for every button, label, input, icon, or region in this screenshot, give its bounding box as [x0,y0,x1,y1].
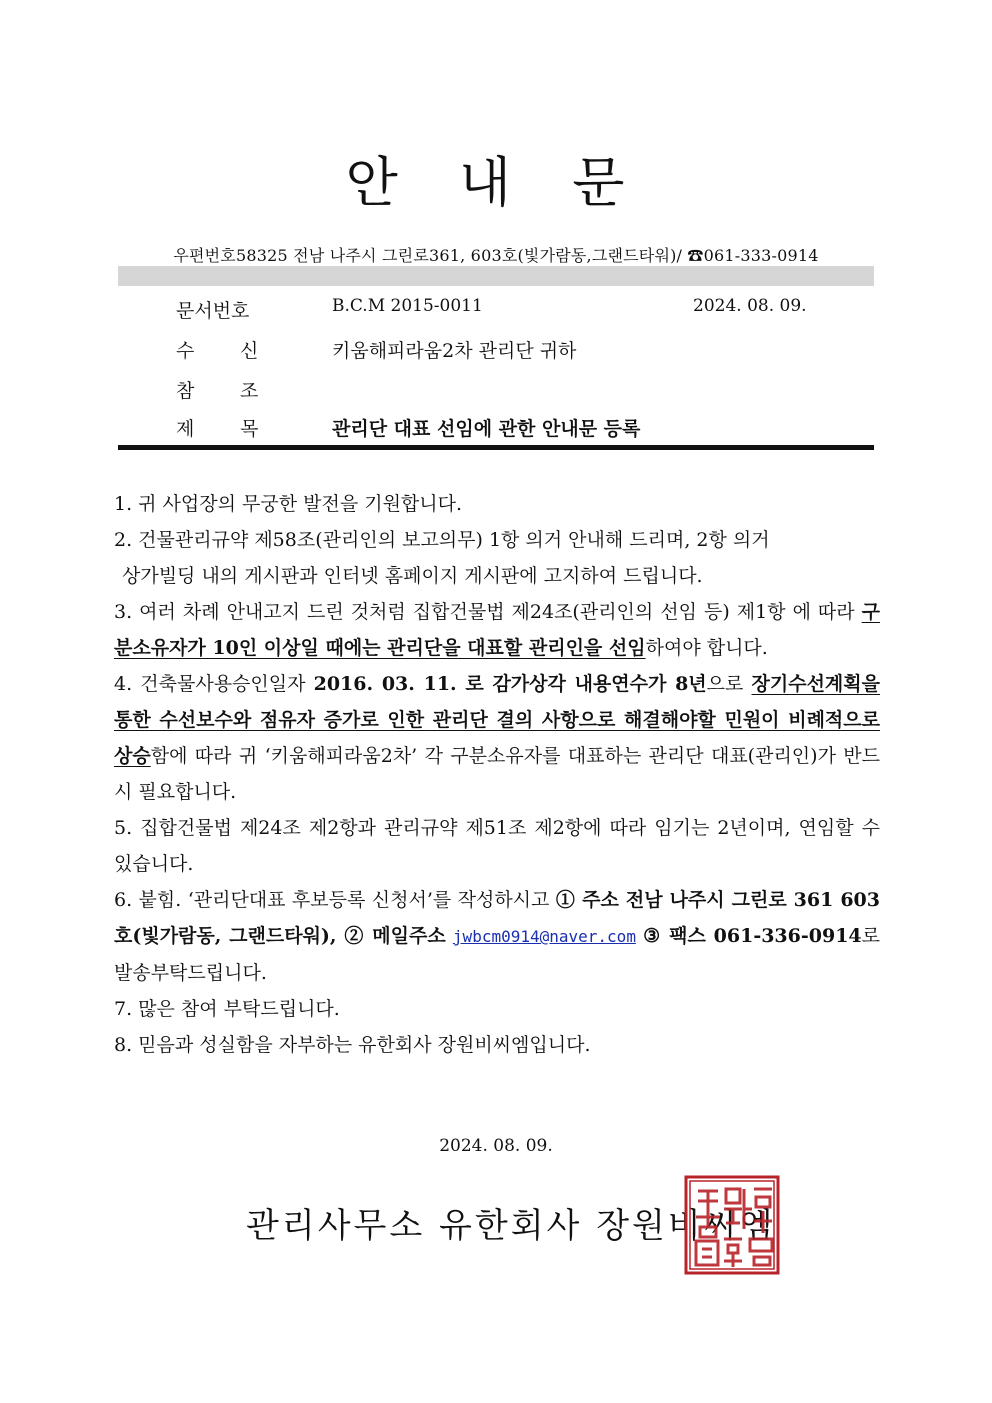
item-4 [114,666,880,810]
subject-label-1: 제 [176,418,195,440]
signature-date: 2024. 08. 09. [439,1136,553,1156]
doc-number-label: 문서번호 [176,300,250,322]
recipient-label-2: 신 [240,340,259,362]
reference-label-1: 참 [176,380,195,402]
item-2-line-1: 2. 건물관리규약 제58조(관리인의 보고의무) 1항 의거 안내해 드리며, 2항 의거 [114,529,770,551]
item-4-mid: 으로 [706,673,752,695]
email-link[interactable]: jwbcm0914@naver.com [452,927,636,946]
document-title: 안 내 문 [345,151,647,214]
notice-body [114,486,880,1063]
signature-name: 관리사무소 유한회사 장원비씨엠 [246,1206,776,1246]
company-seal-icon [684,1175,780,1275]
header-shade-bar [118,266,874,286]
item-8: 8. 믿음과 성실함을 자부하는 유한회사 장원비씨엠입니다. [114,1034,591,1056]
item-3 [114,594,880,666]
item-1: 1. 귀 사업장의 무궁한 발전을 기원합니다. [114,493,463,515]
item-4-emphasis: 장기수선계획을 통한 수선보수와 점유자 증가로 인한 관리단 결의 사항으로 해결해야할 민원이 비례적으로 상승 [114,673,880,767]
doc-date: 2024. 08. 09. [693,296,807,316]
item-6-address: ① 주소 전남 나주시 그린로 361 603호(빛가람동, 그랜드타워), ② 메일주소 [114,889,880,947]
subject-label-2: 목 [240,418,259,440]
item-3-text: 3. 여러 차례 안내고지 드린 것처럼 집합건물법 제24조(관리인의 선임 등) 제1항 에 따라 [114,601,862,623]
item-6 [114,882,880,991]
item-2-line-2: 상가빌딩 내의 게시판과 인터넷 홈페이지 게시판에 고지하여 드립니다. [122,565,703,587]
item-4-text: 4. 건축물사용승인일자 [114,673,314,695]
recipient-label-1: 수 [176,340,195,362]
item-3-emphasis: 구분소유자가 10인 이상일 때에는 관리단을 대표할 관리인을 선임 [114,601,880,659]
reference-label-2: 조 [240,380,259,402]
recipient-value: 키움해피라움2차 관리단 귀하 [332,340,577,362]
doc-number-row [118,296,874,332]
item-7: 7. 많은 참여 부탁드립니다. [114,998,340,1020]
item-2 [114,522,880,594]
reference-row [118,376,874,412]
item-4-bold: 2016. 03. 11. 로 감가상각 내용연수가 8년 [313,673,707,695]
subject-value: 관리단 대표 선임에 관한 안내문 등록 [332,418,641,440]
recipient-row [118,336,874,372]
header-divider [118,445,874,450]
sender-address: 우편번호58325 전남 나주시 그린로361, 603호(빛가람동,그랜드타워)/ ☎061-333-0914 [173,246,819,265]
item-6-text: 6. 붙힘. ‘관리단대표 후보등록 신청서’를 작성하시고 [114,889,556,911]
item-5: 5. 집합건물법 제24조 제2항과 관리규약 제51조 제2항에 따라 임기는 2년이며, 연임할 수 있습니다. [114,817,880,875]
doc-number-value: B.C.M 2015-0011 [332,296,483,316]
item-6-fax: ③ 팩스 061-336-0914 [643,925,862,947]
item-6-end: 로 발송부탁드립니다. [114,925,880,984]
item-4-end: 함에 따라 귀 ‘키움해피라움2차’ 각 구분소유자를 대표하는 관리단 대표(관리인)가 반드시 필요합니다. [114,745,880,803]
item-3-end: 하여야 합니다. [645,637,768,659]
